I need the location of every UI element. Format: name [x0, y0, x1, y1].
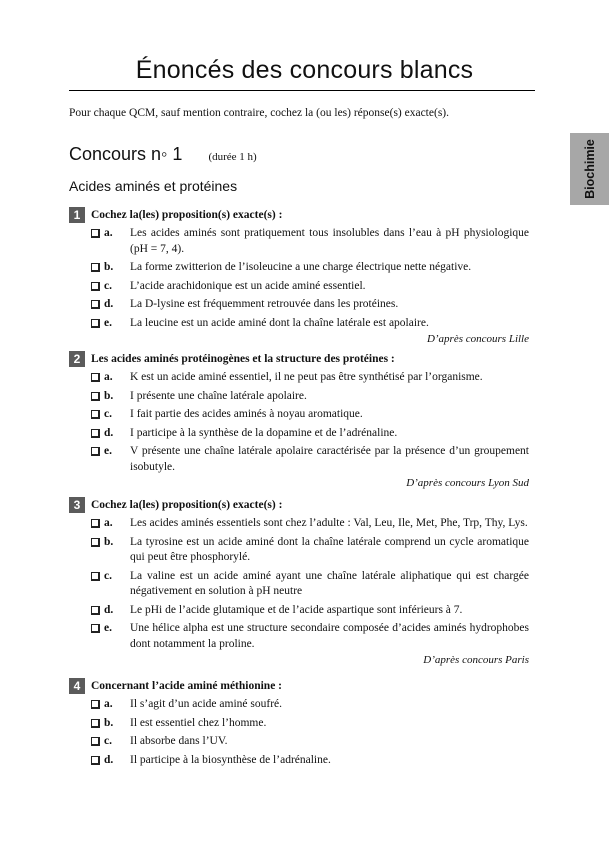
question-source: D’après concours Lyon Sud	[406, 477, 529, 489]
answer-option[interactable]	[69, 569, 529, 600]
option-letter: c.	[104, 279, 112, 292]
section-title: Acides aminés et protéines	[69, 178, 238, 194]
question-header	[69, 497, 529, 513]
question-2	[69, 351, 529, 489]
option-letter: a.	[104, 227, 113, 239]
intro-text: Pour chaque QCM, sauf mention contraire, cochez la (ou les) réponse(s) exacte(s).	[69, 107, 449, 119]
checkbox-icon[interactable]	[91, 373, 100, 382]
option-text: V présente une chaîne latérale apolaire caractérisée par la présence d’un groupement isobutyle.	[130, 445, 529, 473]
answer-option[interactable]	[69, 279, 529, 295]
question-title: Cochez la(les) proposition(s) exacte(s) :	[91, 499, 283, 511]
option-letter: b.	[104, 535, 114, 548]
checkbox-icon[interactable]	[91, 700, 100, 709]
checkbox-icon[interactable]	[91, 410, 100, 419]
option-text: L’acide arachidonique est un acide aminé essentiel.	[130, 279, 366, 292]
checkbox-icon[interactable]	[91, 538, 100, 547]
question-number: 3	[69, 497, 85, 513]
option-text: I participe à la synthèse de la dopamine et de l’adrénaline.	[130, 426, 398, 439]
option-text: Les acides aminés essentiels sont chez l’adulte : Val, Leu, Ile, Met, Phe, Trp, Thy, Lys.	[130, 517, 528, 529]
checkbox-icon[interactable]	[91, 756, 100, 765]
title-rule	[69, 90, 535, 91]
option-text: I fait partie des acides aminés à noyau aromatique.	[130, 408, 363, 420]
checkbox-icon[interactable]	[91, 392, 100, 401]
concours-heading	[69, 144, 257, 165]
question-number: 1	[69, 207, 85, 223]
answer-option[interactable]	[69, 316, 529, 332]
question-3	[69, 497, 529, 666]
option-letter: e.	[104, 622, 112, 634]
concours-duration: (durée 1 h)	[208, 151, 257, 163]
option-letter: d.	[104, 426, 114, 439]
option-text: Il participe à la biosynthèse de l’adrénaline.	[130, 753, 331, 766]
question-number: 4	[69, 678, 85, 694]
option-text: K est un acide aminé essentiel, il ne peut pas être synthétisé par l’organisme.	[130, 371, 483, 383]
side-tab-label: Biochimie	[582, 139, 597, 199]
answer-option[interactable]	[69, 444, 529, 475]
answer-option[interactable]	[69, 260, 529, 276]
option-letter: a.	[104, 698, 113, 710]
concours-title: Concours n◦ 1	[69, 144, 183, 164]
checkbox-icon[interactable]	[91, 624, 100, 633]
answer-option[interactable]	[69, 370, 529, 386]
answer-option[interactable]	[69, 389, 529, 405]
answer-option[interactable]	[69, 516, 529, 532]
question-title: Les acides aminés protéinogènes et la structure des protéines :	[91, 353, 395, 365]
option-letter: a.	[104, 517, 113, 529]
option-letter: d.	[104, 603, 114, 616]
checkbox-icon[interactable]	[91, 282, 100, 291]
checkbox-icon[interactable]	[91, 606, 100, 615]
option-text: Les acides aminés sont pratiquement tous insolubles dans l’eau à pH physiologique (pH = 7, 4).	[130, 227, 529, 255]
option-letter: c.	[104, 569, 112, 582]
answer-option[interactable]	[69, 426, 529, 442]
checkbox-icon[interactable]	[91, 229, 100, 238]
option-text: Il s’agit d’un acide aminé soufré.	[130, 698, 282, 710]
checkbox-icon[interactable]	[91, 319, 100, 328]
checkbox-icon[interactable]	[91, 572, 100, 581]
option-letter: a.	[104, 371, 113, 383]
answer-option[interactable]	[69, 603, 529, 619]
option-text: La tyrosine est un acide aminé dont la chaîne latérale comprend un cycle aromatique qui peut être phosphorylé.	[130, 535, 529, 563]
answer-option[interactable]	[69, 697, 529, 713]
option-letter: c.	[104, 408, 112, 420]
option-text: Il absorbe dans l’UV.	[130, 735, 228, 747]
option-text: Il est essentiel chez l’homme.	[130, 716, 267, 729]
question-1	[69, 207, 529, 345]
question-header	[69, 351, 529, 367]
checkbox-icon[interactable]	[91, 519, 100, 528]
question-source: D’après concours Paris	[423, 654, 529, 666]
side-tab	[570, 133, 609, 205]
question-header	[69, 678, 529, 694]
option-text: La forme zwitterion de l’isoleucine a une charge électrique nette négative.	[130, 261, 472, 273]
option-text: La D-lysine est fréquemment retrouvée dans les protéines.	[130, 298, 399, 310]
checkbox-icon[interactable]	[91, 263, 100, 272]
checkbox-icon[interactable]	[91, 429, 100, 438]
answer-option[interactable]	[69, 297, 529, 313]
option-text: Le pHi de l’acide glutamique et de l’acide aspartique sont inférieurs à 7.	[130, 603, 463, 616]
answer-option[interactable]	[69, 407, 529, 423]
checkbox-icon[interactable]	[91, 447, 100, 456]
answer-option[interactable]	[69, 535, 529, 566]
option-text: La leucine est un acide aminé dont la chaîne latérale est apolaire.	[130, 316, 429, 329]
option-text: I présente une chaîne latérale apolaire.	[130, 389, 307, 402]
option-text: Une hélice alpha est une structure secondaire composée d’acides aminés hydrophobes dont notamment la proline.	[130, 622, 529, 650]
answer-option[interactable]	[69, 621, 529, 652]
question-title: Concernant l’acide aminé méthionine :	[91, 680, 283, 692]
option-letter: b.	[104, 389, 114, 402]
checkbox-icon[interactable]	[91, 300, 100, 309]
option-letter: c.	[104, 735, 112, 747]
answer-option[interactable]	[69, 716, 529, 732]
question-number: 2	[69, 351, 85, 367]
question-title: Cochez la(les) proposition(s) exacte(s) :	[91, 209, 283, 221]
option-letter: d.	[104, 298, 114, 310]
page-title: Énoncés des concours blancs	[135, 56, 474, 84]
question-header	[69, 207, 529, 223]
answer-option[interactable]	[69, 226, 529, 257]
question-source: D’après concours Lille	[426, 333, 529, 345]
option-letter: e.	[104, 316, 112, 329]
option-letter: b.	[104, 261, 114, 273]
answer-option[interactable]	[69, 734, 529, 750]
answer-option[interactable]	[69, 753, 529, 769]
option-letter: b.	[104, 716, 114, 729]
checkbox-icon[interactable]	[91, 719, 100, 728]
question-4	[69, 678, 529, 768]
option-letter: e.	[104, 445, 112, 457]
option-letter: d.	[104, 753, 114, 766]
option-text: La valine est un acide aminé ayant une chaîne latérale aliphatique qui est chargée négativement en solution à pH neutre	[130, 569, 529, 597]
checkbox-icon[interactable]	[91, 737, 100, 746]
